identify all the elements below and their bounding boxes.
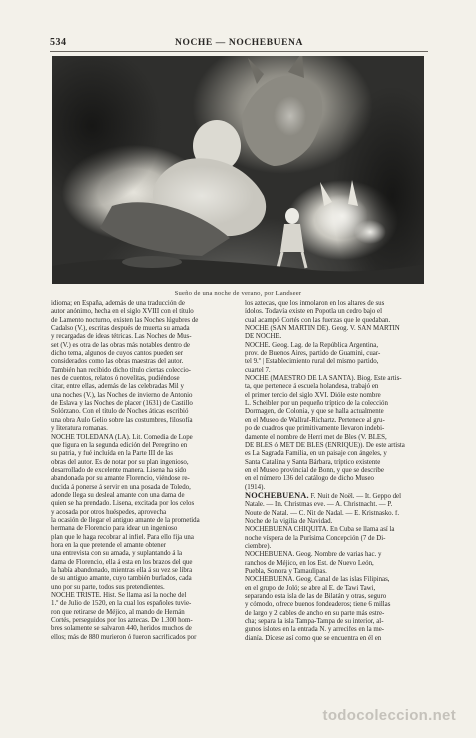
text-line: Solórzano. Con el título de Noches áticas escribió xyxy=(51,408,189,416)
text-line: los aztecas, que los inmolaron en los altares de sus xyxy=(245,300,385,307)
text-line: NOCHE (SAN MARTÍN DE). Geog. V. SAN MARTÍN xyxy=(245,325,400,333)
text-line: citar, entre ellas, además de las celebradas Mil y xyxy=(51,383,184,391)
text-line: autor anónimo, hecha en el siglo XVIII con el título xyxy=(51,308,194,316)
text-line: ranchos de Méjico, en los Est. de Nuevo León, xyxy=(245,559,374,567)
text-line: NOCHE. Geog. Lag. de la República Argentina, xyxy=(245,341,379,349)
text-line: hermana de Florencio para idear un ingenioso xyxy=(51,525,178,533)
text-line: es La Sagrada Familia, en un paisaje con ángeles, y xyxy=(245,450,387,458)
text-line: ellos; más de 880 murieron ó fueron sacrificados por xyxy=(51,633,197,641)
text-line: una obra Aulo Gelio sobre las costumbres, filosofía xyxy=(51,416,193,424)
text-line: una entrevista con su amada, y suplantando á la xyxy=(51,550,183,558)
text-line: de Lamento nocturno, existen las Noches lúgubres de xyxy=(51,316,199,324)
nochebuena-entry-first-line xyxy=(245,492,426,501)
text-line: ta, que pertenece á escuela holandesa, trabajó en xyxy=(245,383,379,391)
text-line: ducida á ponerse á servir en una posada de Toledo, xyxy=(51,483,191,491)
text-line: dama de Florencio, ella á esta en los brazos del que xyxy=(51,558,193,566)
plate-caption: Sueño de una noche de verano, por Landseer xyxy=(174,290,302,297)
text-line: cuartel 7. xyxy=(245,366,271,374)
text-line: NOCHE TOLEDANA (LA). Lit. Comedia de Lope xyxy=(51,433,193,441)
text-line: uno por su parte, todos sus pretendientes. xyxy=(51,583,165,591)
text-line: NOCHEBUENA CHIQUITA. En Cuba se llama así la xyxy=(245,526,395,534)
text-line: separando esta isla de las de Bilatán y otras, seguro xyxy=(245,593,387,601)
text-line: de Eslava y las Noches de placer (1631) de Castillo xyxy=(51,400,193,408)
running-title: NOCHE — NOCHEBUENA xyxy=(175,38,303,48)
text-line: NOCHE TRISTE. Hist. Se llama así la noche del xyxy=(51,592,187,600)
text-line: en el Museo de Wallraf-Richartz. Pertenece al gru- xyxy=(245,416,385,424)
text-line: bres solamente se salvaron 440, heridos muchos de xyxy=(51,625,192,633)
text-line: NOCHE (MAESTRO DE LA SANTA). Biog. Este artis- xyxy=(245,375,402,383)
text-line: de largo y 2 cables de ancho en su parte más estre- xyxy=(245,609,385,617)
text-line: en el grupo de Joló; se abre al E. de Tawi Tawi, xyxy=(245,584,376,592)
text-line: en el número 136 del catálogo de dicho Museo xyxy=(245,475,374,483)
text-line: po de cuadros que primitivamente llevaron indebi- xyxy=(245,425,385,433)
page-number: 534 xyxy=(50,37,67,48)
text-line: Noche de la vigilia de Navidad. xyxy=(245,517,333,525)
text-line: y recargadas de ideas tétricas. Las Noches de Mus- xyxy=(51,333,192,341)
text-line: quien se ha prendado. Lisena, excitada por los celos xyxy=(51,500,195,508)
text-line: Puebla, Sonora y Tamaulipas. xyxy=(245,568,327,575)
engraving-illustration xyxy=(52,56,424,284)
text-line: dicho tema, algunos de cuyos cantos pueden ser xyxy=(51,350,184,358)
text-line: DE NOCHE. xyxy=(245,333,282,341)
text-line: noche víspera de la Purísima Concepción (7 de Di- xyxy=(245,534,386,542)
text-line: (1914). xyxy=(245,483,266,491)
text-line: También han recibido dicho título ciertas coleccio- xyxy=(51,366,191,374)
text-line: Noute de Natal. — C. Nit de Nadal. — E. Kristnasko. f. xyxy=(245,509,400,517)
text-line: DE BLES ó MET DE BLES (ENRIQUE)). De este artista xyxy=(245,441,405,449)
text-line: NOCHEBUENA. Geog. Canal de las islas Filipinas, xyxy=(245,576,390,584)
text-line: que figura en la segunda edición del Peregrino en xyxy=(51,441,188,449)
text-line: de su antiguo amante, cuyo también burlados, cada xyxy=(51,575,192,583)
text-line: adonde llega su desleal amante con una dama de xyxy=(51,491,185,499)
text-line: idioma; en España, además de una traducción de xyxy=(51,300,185,307)
text-line: su patria, y fué incluída en la Parte III de las xyxy=(51,450,173,458)
text-line: NOCHEBUENA. Geog. Nombre de varias hac. y xyxy=(245,551,382,559)
watermark-text: todocoleccion.net xyxy=(322,707,456,724)
text-line: Dormagen, de Colonia, y que se halla actualmente xyxy=(245,408,384,416)
text-line: damente el nombre de Herri met de Bles (V. BLES, xyxy=(245,433,387,441)
header-rule xyxy=(50,51,428,52)
text-line: nes de cuentos, relatos ó novelitas, pudiéndose xyxy=(51,375,180,383)
text-line: dianía. Dícese así como que se encuentra en él en xyxy=(245,634,382,642)
text-line: Cadalso (V.), escritas después de muerta su amada xyxy=(51,325,190,333)
text-line: abandonada por su amante Florencio, viéndose re- xyxy=(51,475,190,483)
text-line: Natale. — In. Christmas eve. — A. Christnacht. — P. xyxy=(245,501,393,509)
page-header xyxy=(50,36,428,50)
text-line: cha; separa la isla Tampa-Tampa de su interior, al- xyxy=(245,618,384,626)
text-line: prov. de Buenos Aires, partido de Guamini, cuar- xyxy=(245,350,381,358)
text-line: obras del autor. Es de notar por su plan ingenioso, xyxy=(51,458,189,466)
text-line: plan que le haga recobrar al infiel. Para ello fija una xyxy=(51,533,194,541)
text-line: gunos islotes en la entrada N. y arrecifes en la me- xyxy=(245,626,385,634)
text-line: y literatura romanas. xyxy=(51,425,108,433)
text-line: L. Scheibler por un pequeño tríptico de la colección xyxy=(245,400,388,408)
right-column xyxy=(245,300,426,718)
text-line: en el Museo provincial de Bonn, y que se describe xyxy=(245,466,384,474)
text-line: tel 9.º | Establecimiento rural del mismo partido, xyxy=(245,358,379,366)
text-line: ciembre). xyxy=(245,542,272,550)
text-line: desarrollado de excelente manera. Lisena ha sido xyxy=(51,466,187,474)
text-line: y acosada por otros huéspedes, aprovecha xyxy=(51,508,167,516)
text-line: cual acampó Cortés con las fuerzas que le quedaban. xyxy=(245,316,391,324)
text-line: ron que retirarse de Méjico, al mando de Hernán xyxy=(51,608,185,616)
entry-translations: F. Nuit de Noël. — It. Geppo del xyxy=(310,492,402,500)
entry-headword: NOCHEBUENA. xyxy=(245,491,309,500)
text-line: la ocasión de llegar el antiguo amante de la prometida xyxy=(51,516,200,524)
engraving-plate xyxy=(52,56,424,284)
text-line: set (V.) es otra de las obras más notables dentro de xyxy=(51,341,190,349)
text-line: hora en la que pretende el amante obtener xyxy=(51,541,166,549)
text-line: ídolos. Todavía existe en Popotla un cedro bajo el xyxy=(245,308,382,316)
text-line: Cortés, perseguidos por los aztecas. De 1.300 hom- xyxy=(51,617,193,625)
text-line: 1.º de Julio de 1520, en la cual los españoles tuvie- xyxy=(51,600,192,608)
text-line: Santa Catalina y Santa Bárbara, tríptico existente xyxy=(245,458,381,466)
left-column xyxy=(51,300,232,718)
text-line: una noches (V.), las Noches de invierno de Antonio xyxy=(51,391,193,399)
text-line: y cómodo, ofrece buenos fondeaderos; tiene 6 millas xyxy=(245,601,391,609)
text-line: considerados como las obras maestras del autor. xyxy=(51,358,184,366)
text-line: el primer tercio del siglo XVI. Dióle este nombre xyxy=(245,391,381,399)
text-line: la había abandonado, mientras ella á su vez se libra xyxy=(51,567,193,574)
